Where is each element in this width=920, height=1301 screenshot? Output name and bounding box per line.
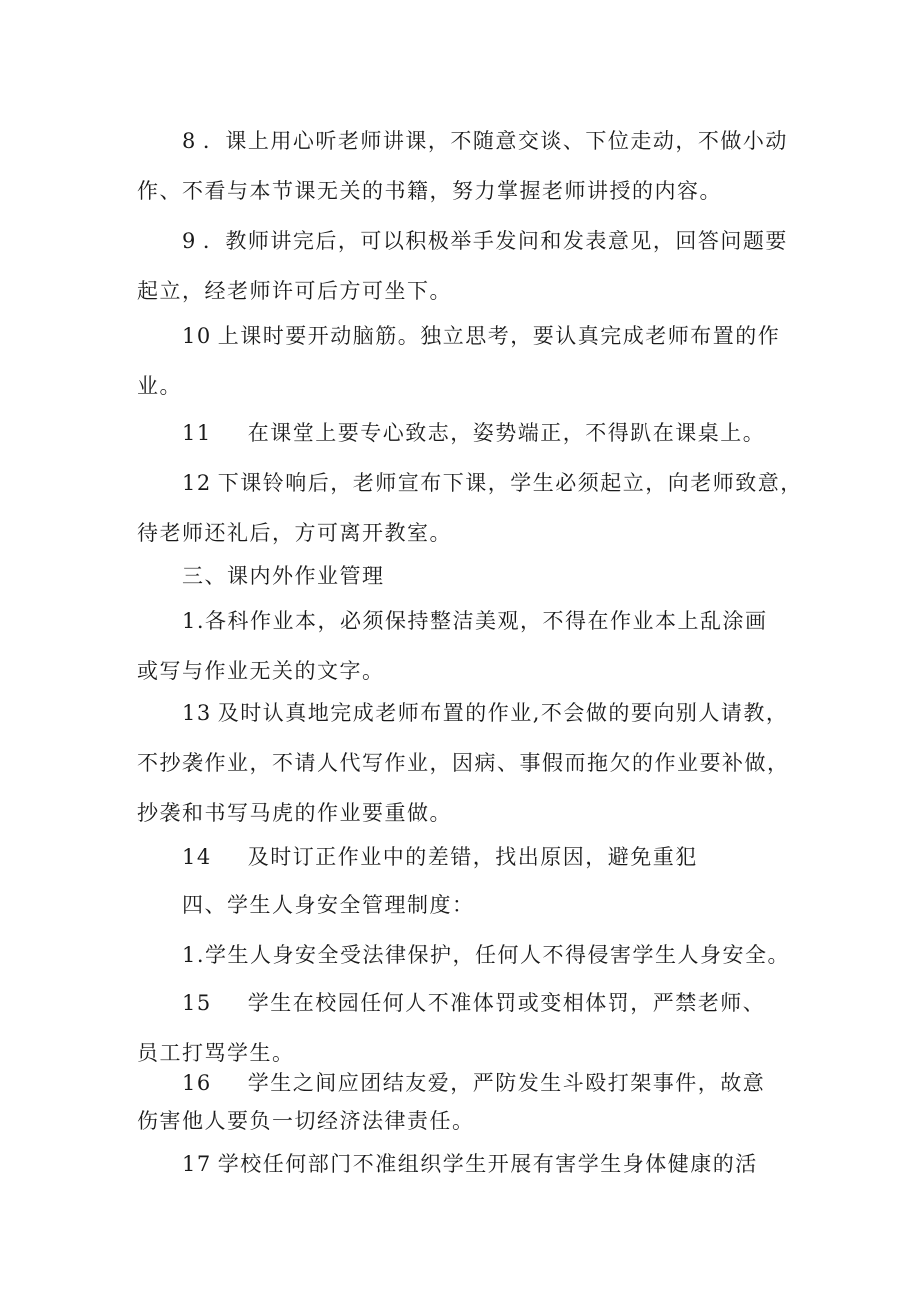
- item-number: 15: [182, 991, 212, 1015]
- item-number: 17: [182, 1152, 212, 1176]
- item-number: 11: [182, 421, 212, 445]
- rule-item-safety-1: [137, 930, 797, 980]
- item-text-line: 1.各科作业本，必须保持整洁美观，不得在作业本上乱涂画: [182, 609, 768, 633]
- item-text-line: ．课上用心听老师讲课，不随意交谈、下位走动，不做小动: [202, 129, 788, 153]
- item-text-line: 或写与作业无关的文字。: [137, 659, 385, 683]
- heading-text: 四、学生人身安全管理制度：: [182, 893, 475, 917]
- rule-item-9: [137, 216, 797, 316]
- rule-item-12: [137, 458, 803, 558]
- item-number: 8: [182, 129, 197, 153]
- item-text-line: 学生之间应团结友爱，严防发生斗殴打架事件，故意: [247, 1071, 766, 1095]
- item-number: 16: [182, 1071, 212, 1095]
- item-text-line: 员工打骂学生。: [137, 1041, 295, 1065]
- item-text-line: 下课铃响后，老师宣布下课，学生必须起立，向老师致意，: [217, 471, 803, 495]
- item-number: 14: [182, 845, 212, 869]
- item-text-line: ．教师讲完后，可以积极举手发问和发表意见，回答问题要: [202, 229, 788, 253]
- section-heading-4: [137, 880, 797, 930]
- item-number: 13: [182, 701, 212, 725]
- item-text-line: 上课时要开动脑筋。独立思考，要认真完成老师布置的作: [217, 324, 781, 348]
- item-number: 10: [182, 324, 212, 348]
- item-text-line: 不抄袭作业，不请人代写作业，因病、事假而拖欠的作业要补做，: [137, 751, 790, 775]
- item-text-line: 起立，经老师许可后方可坐下。: [137, 279, 452, 303]
- rule-item-13: [137, 688, 797, 838]
- rule-item-17: [137, 1139, 797, 1189]
- rule-item-10: [137, 311, 797, 411]
- item-text-line: 待老师还礼后，方可离开教室。: [137, 521, 452, 545]
- rule-item-14: [137, 832, 797, 882]
- item-number: 12: [182, 471, 212, 495]
- rule-item-8: [137, 116, 797, 216]
- rule-item-16: [137, 1064, 797, 1140]
- item-text-line: 1.学生人身安全受法律保护，任何人不得侵害学生人身安全。: [182, 943, 791, 967]
- item-text-line: 学校任何部门不准组织学生开展有害学生身体健康的活: [217, 1152, 758, 1176]
- rule-item-homework-1: [137, 596, 797, 696]
- item-text-line: 作、不看与本节课无关的书籍，努力掌握老师讲授的内容。: [137, 179, 722, 203]
- item-text-line: 及时订正作业中的差错，找出原因，避免重犯: [247, 845, 698, 869]
- item-text-line: 在课堂上要专心致志，姿势端正，不得趴在课桌上。: [247, 421, 766, 445]
- item-text-line: 伤害他人要负一切经济法律责任。: [137, 1109, 475, 1133]
- section-heading-3: [137, 551, 797, 601]
- rule-item-15: [137, 978, 797, 1078]
- item-text-line: 及时认真地完成老师布置的作业,不会做的要向别人请教，: [217, 701, 789, 725]
- heading-text: 三、课内外作业管理: [182, 564, 385, 588]
- rule-item-11: [137, 408, 797, 458]
- item-text-line: 抄袭和书写马虎的作业要重做。: [137, 801, 452, 825]
- item-text-line: 业。: [137, 374, 182, 398]
- item-text-line: 学生在校园任何人不准体罚或变相体罚，严禁老师、: [247, 991, 766, 1015]
- item-number: 9: [182, 229, 197, 253]
